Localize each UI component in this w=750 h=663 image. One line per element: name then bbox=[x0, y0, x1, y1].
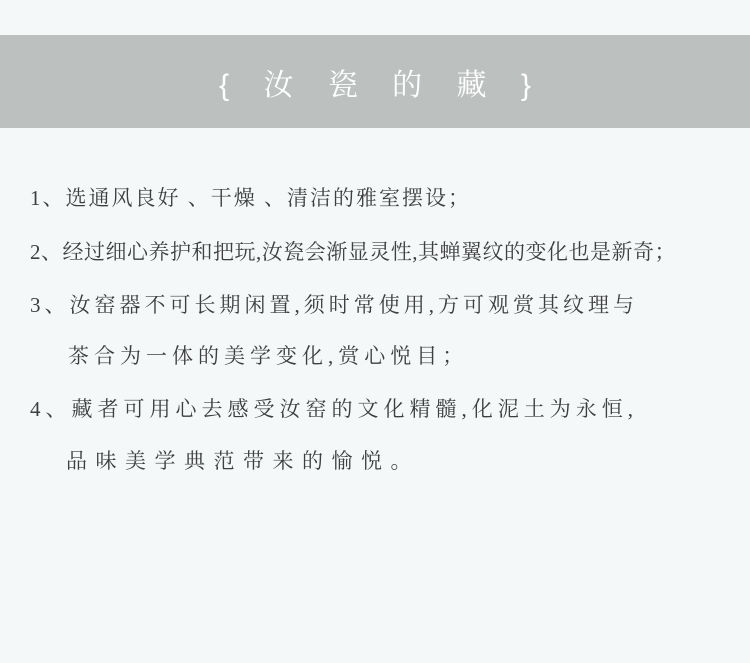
list-item-3-line-2: 茶合为一体的美学变化,赏心悦目； bbox=[68, 344, 469, 368]
list-item-4-line-2: 品味美学典范带来的愉悦。 bbox=[66, 449, 420, 473]
list-item-3-line-1: 3、汝窑器不可长期闲置,须时常使用,方可观赏其纹理与 bbox=[30, 293, 638, 317]
list-item-2: 2、经过细心养护和把玩,汝瓷会渐显灵性,其蝉翼纹的变化也是新奇； bbox=[30, 240, 676, 264]
list-item-4-line-1: 4、藏者可用心去感受汝窑的文化精髓,化泥土为永恒, bbox=[30, 397, 638, 421]
section-header-band bbox=[0, 35, 750, 128]
section-title: { 汝 瓷 的 藏 } bbox=[219, 68, 544, 102]
list-item-1: 1、选通风良好 、干燥 、清洁的雅室摆设； bbox=[30, 186, 471, 210]
